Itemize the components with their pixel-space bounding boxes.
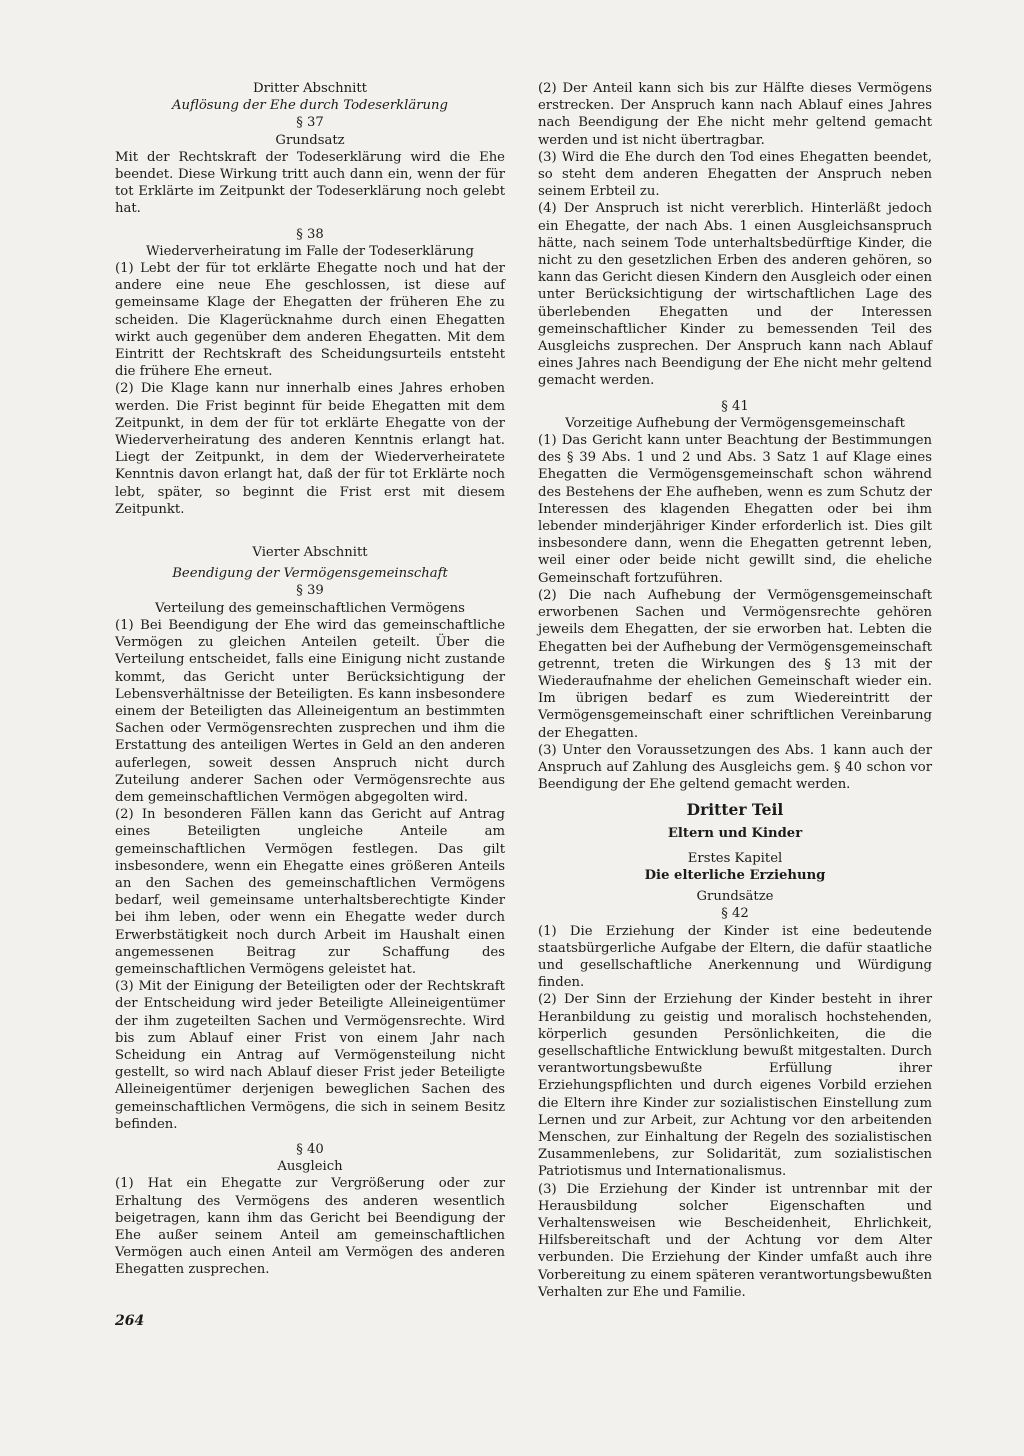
chapter-heading: Erstes Kapitel [687, 850, 783, 866]
section-subtitle-3: Auflösung der Ehe durch Todeserklärung [172, 98, 448, 114]
paragraph-37-text: Mit der Rechtskraft der Todeserklärung wird die Ehe beendet. Diese Wirkung tritt auch dann ein, wenn der für tot Erklärte im Zeitpunkt der Todeserklärung noch gelebt hat. [115, 149, 505, 217]
paragraph-title-39: Verteilung des gemeinschaftlichen Vermögens [155, 600, 465, 616]
paragraph-42-2: (2) Der Sinn der Erziehung der Kinder besteht in ihrer Heranbildung zu geistig und moralisch hochstehenden, körperlich gesunden Persönlichkeiten, die die gesellschaftliche Entwicklung bewußt mitgestalten. Durch verantwortungsbewußte Erfüllung ihrer Erziehungspflichten und durch eigenes Vorbild erziehen die Eltern ihre Kinder zur sozialistischen Einstellung zum Lernen und zur Arbeit, zur Achtung vor den arbeitenden Menschen, zur Einhaltung der Regeln des sozialistischen Zusammenlebens, zur Solidarität, zum sozialistischen Patriotismus und Internationalismus. [538, 992, 932, 1180]
paragraph-title-37: Grundsatz [275, 132, 345, 148]
paragraph-40-1: (1) Hat ein Ehegatte zur Vergrößerung oder zur Erhaltung des Vermögens des anderen wesentlich beigetragen, kann ihm das Gericht bei Beendigung der Ehe außer seinem Anteil am gemeinschaftlichen Vermögen auch einen Anteil am Vermögen des anderen Ehegatten zusprechen. [115, 1176, 505, 1278]
paragraph-42-1: (1) Die Erziehung der Kinder ist eine bedeutende staatsbürgerliche Aufgabe der Eltern, die dafür staatliche und gesellschaftliche Anerkennung und Würdigung finden. [538, 923, 932, 991]
chapter-subtitle: Die elterliche Erziehung [644, 867, 826, 883]
paragraph-40-3: (3) Wird die Ehe durch den Tod eines Ehegatten beendet, so steht dem anderen Ehegatten der Anspruch neben seinem Erbteil zu. [538, 149, 932, 200]
left-column [115, 80, 505, 1279]
paragraph-number-40: § 40 [296, 1141, 324, 1157]
paragraph-39-2: (2) In besonderen Fällen kann das Gericht auf Antrag eines Beteiligten ungleiche Anteile am gemeinschaftlichen Vermögen festlegen. Das gilt insbesondere, wenn ein Ehegatte eines größeren Anteils an den Sachen des gemeinschaftlichen Vermögens bedarf, weil gemeinsame unterhaltsberechtigte Kinder bei ihm leben, oder wenn ein Ehegatte weder durch Erwerbstätigkeit noch durch Arbeit im Haushalt einen angemessenen Beitrag zur Schaffung des gemeinschaftlichen Vermögens geleistet hat. [115, 807, 505, 977]
paragraph-number-39: § 39 [296, 583, 324, 599]
paragraph-title-40: Ausgleich [277, 1159, 343, 1175]
paragraph-39-1: (1) Bei Beendigung der Ehe wird das gemeinschaftliche Vermögen zu gleichen Anteilen geteilt. Über die Verteilung entscheidet, falls eine Einigung nicht zustande kommt, das Gericht unter Berücksichtigung der Lebensverhältnisse der Beteiligten. Es kann insbesondere einem der Beteiligten das Alleineigentum an bestimmten Sachen oder Vermögensrechten zusprechen und ihm die Erstattung des anteiligen Wertes in Geld an den anderen auferlegen, soweit dessen Anspruch nicht durch Zuteilung anderer Sachen oder Vermögensrechte aus dem gemeinschaftlichen Vermögen abgegolten wird. [115, 617, 505, 805]
paragraph-title-41: Vorzeitige Aufhebung der Vermögensgemeinschaft [565, 415, 905, 431]
paragraph-42-3: (3) Die Erziehung der Kinder ist untrennbar mit der Herausbildung solcher Eigenschaften und Verhaltensweisen wie Bescheidenheit, Ehrlichkeit, Hilfsbereitschaft und der Achtung vor dem Alter verbunden. Die Erziehung der Kinder umfaßt auch ihre Vorbereitung zu einem späteren verantwortungsbewußten Verhalten zur Ehe und Familie. [538, 1181, 932, 1300]
section-heading-4: Vierter Abschnitt [252, 545, 368, 561]
paragraph-40-2: (2) Der Anteil kann sich bis zur Hälfte dieses Vermögens erstrecken. Der Anspruch kann nach Ablauf eines Jahres nach Beendigung der Ehe nicht mehr geltend gemacht werden und ist nicht übertragbar. [538, 81, 932, 148]
part-title: Dritter Teil [686, 800, 784, 820]
paragraph-40-4: (4) Der Anspruch ist nicht vererblich. Hinterläßt jedoch ein Ehegatte, der nach Abs. 1 einen Ausgleichsanspruch hätte, nach seinem Tode unterhaltsbedürftige Kinder, die nicht zu den gesetzlichen Erben des anderen gehören, so kann das Gericht diesen Kindern den Ausgleich oder einen unter Berücksichtigung der wirtschaftlichen Lage des überlebenden Ehegatten und der Interessen gemeinschaftlicher Kinder zu bemessenden Teil des Ausgleichs zusprechen. Der Anspruch kann nach Ablauf eines Jahres nach Beendigung der Ehe nicht mehr geltend gemacht werden. [538, 201, 933, 389]
part-subtitle: Eltern und Kinder [667, 825, 803, 841]
paragraph-number-38: § 38 [296, 226, 324, 242]
paragraph-38-2: (2) Die Klage kann nur innerhalb eines Jahres erhoben werden. Die Frist beginnt für beide Ehegatten mit dem Zeitpunkt, in dem der für tot erklärte Ehegatte von der Wiederverheiratung des anderen Kenntnis erlangt hat. Liegt der Zeitpunkt, in dem der Wiederverheiratete Kenntnis davon erlangt hat, daß der für tot Erklärte noch lebt, später, so beginnt die Frist erst mit diesem Zeitpunkt. [115, 381, 505, 517]
paragraph-number-37: § 37 [296, 115, 324, 131]
paragraph-number-41: § 41 [721, 398, 749, 414]
paragraph-41-2: (2) Die nach Aufhebung der Vermögensgemeinschaft erworbenen Sachen und Vermögensrechte gehören jeweils dem Ehegatten, der sie erworben hat. Lebten die Ehegatten bei der Aufhebung der Vermögensgemeinschaft getrennt, treten die Wirkungen des § 13 mit der Wiederaufnahme der ehelichen Gemeinschaft wieder ein. Im übrigen bedarf es zum Wiedereintritt der Vermögensgemeinschaft einer schriftlichen Vereinbarung der Ehegatten. [538, 587, 932, 741]
section-subtitle-4: Beendigung der Vermögensgemeinschaft [172, 566, 448, 582]
paragraph-38-1: (1) Lebt der für tot erklärte Ehegatte noch und hat der andere eine neue Ehe geschlossen, ist diese auf gemeinsame Klage der Ehegatten der früheren Ehe zu scheiden. Die Klagerücknahme durch einen Ehegatten wirkt auch gegenüber dem anderen Ehegatten. Mit dem Eintritt der Rechtskraft des Scheidungsurteils entsteht die frühere Ehe erneut. [115, 261, 505, 380]
principles-heading: Grundsätze [696, 889, 774, 905]
right-column [538, 80, 932, 1301]
paragraph-41-3: (3) Unter den Voraussetzungen des Abs. 1 kann auch der Anspruch auf Zahlung des Ausgleichs gem. § 40 schon vor Beendigung der Ehe geltend gemacht werden. [538, 742, 932, 793]
section-heading-3: Dritter Abschnitt [253, 81, 367, 96]
paragraph-39-3: (3) Mit der Einigung der Beteiligten oder der Rechtskraft der Entscheidung wird jeder Beteiligte Alleineigentümer der ihm zugeteilten Sachen und Vermögensrechte. Wird bis zum Ablauf einer Frist von einem Jahr nach Scheidung ein Antrag auf Vermögensteilung nicht gestellt, so wird nach Ablauf dieser Frist jeder Beteiligte Alleineigentümer derjenigen beweglichen Sachen des gemeinschaftlichen Vermögens, die sich in seinem Besitz befinden. [115, 979, 505, 1132]
paragraph-title-38: Wiederverheiratung im Falle der Todeserklärung [146, 243, 474, 259]
page-number: 264 [115, 1313, 145, 1329]
paragraph-number-42: § 42 [721, 906, 749, 922]
paragraph-41-1: (1) Das Gericht kann unter Beachtung der Bestimmungen des § 39 Abs. 1 und 2 und Abs. 3 Satz 1 auf Klage eines Ehegatten die Vermögensgemeinschaft schon während des Bestehens der Ehe aufheben, wenn es zum Schutz der Interessen des klagenden Ehegatten oder bei ihm lebender minderjähriger Kinder erforderlich ist. Dies gilt insbesondere dann, wenn die Ehegatten getrennt leben, weil einer oder beide nicht gewillt sind, die eheliche Gemeinschaft fortzuführen. [538, 433, 932, 586]
